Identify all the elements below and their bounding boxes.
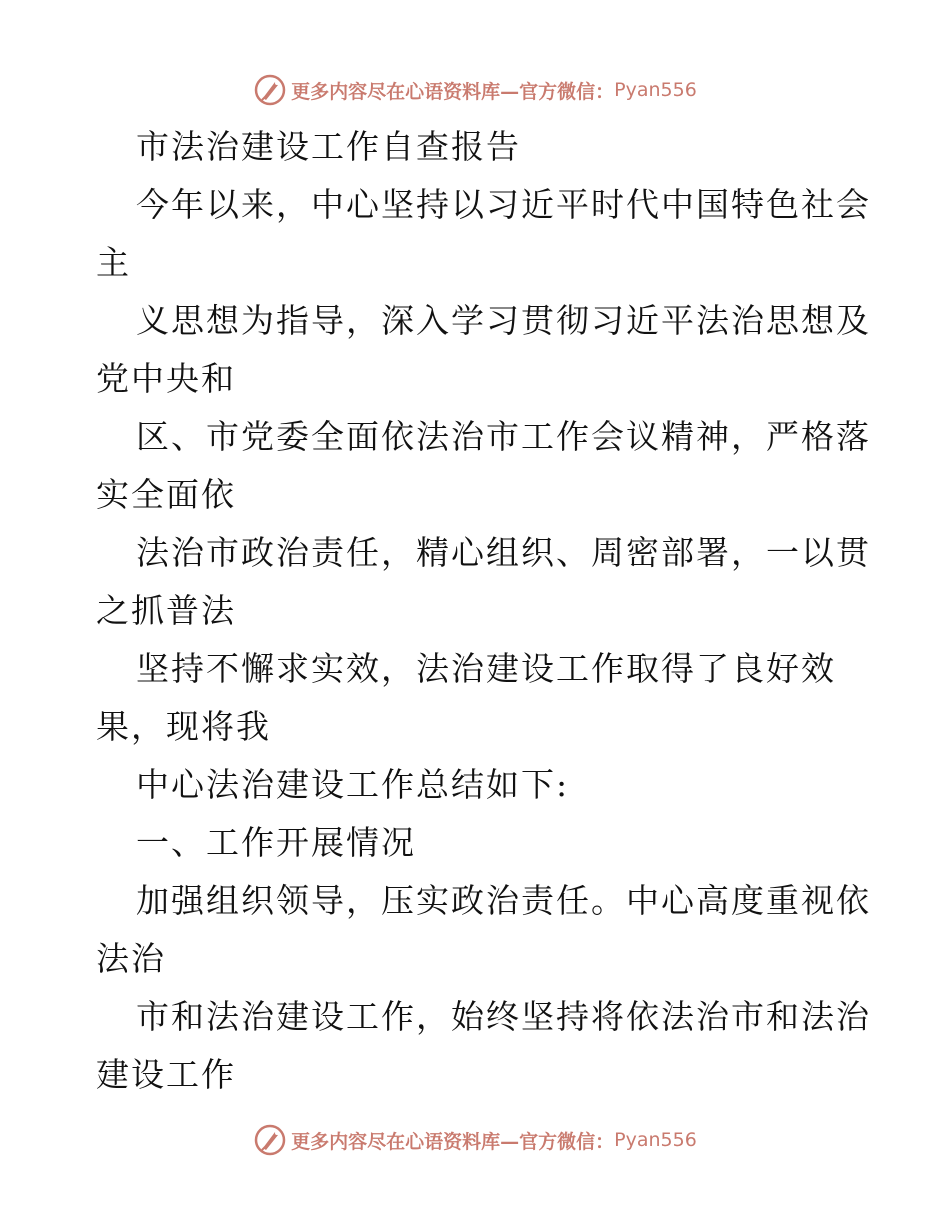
text-line: 实全面依: [96, 475, 236, 514]
footer-watermark: [0, 1120, 950, 1160]
watermark-text: 更多内容尽在心语资料库—官方微信：: [291, 1130, 615, 1153]
text-line: 区、市党委全面依法治市工作会议精神，严格落: [136, 417, 871, 456]
section-heading: 一、工作开展情况: [136, 823, 416, 862]
text-line: 法治: [96, 939, 166, 978]
text-line: 法治市政治责任，精心组织、周密部署，一以贯: [136, 533, 871, 572]
text-line: 义思想为指导，深入学习贯彻习近平法治思想及: [136, 301, 871, 340]
quill-pen-logo-icon: [253, 1123, 287, 1157]
text-line: 党中央和: [96, 359, 236, 398]
quill-pen-logo-icon: [253, 73, 287, 107]
text-line: 市和法治建设工作，始终坚持将依法治市和法治: [136, 997, 871, 1036]
document-body: [96, 118, 871, 1104]
text-line: 今年以来，中心坚持以习近平时代中国特色社会: [136, 185, 871, 224]
text-line: 中心法治建设工作总结如下:: [136, 765, 570, 804]
text-line: 果，现将我: [96, 707, 271, 746]
watermark-text: 更多内容尽在心语资料库—官方微信：: [291, 80, 615, 103]
header-watermark: [0, 70, 950, 110]
watermark-contact: Pyan556: [614, 79, 697, 101]
watermark-contact: Pyan556: [614, 1129, 697, 1151]
text-line: 加强组织领导，压实政治责任。中心高度重视依: [136, 881, 871, 920]
text-line: 之抓普法: [96, 591, 236, 630]
text-line: 主: [96, 243, 131, 282]
document-title: 市法治建设工作自查报告: [136, 127, 521, 166]
text-line: 坚持不懈求实效，法治建设工作取得了良好效: [136, 649, 836, 688]
text-line: 建设工作: [96, 1055, 236, 1094]
